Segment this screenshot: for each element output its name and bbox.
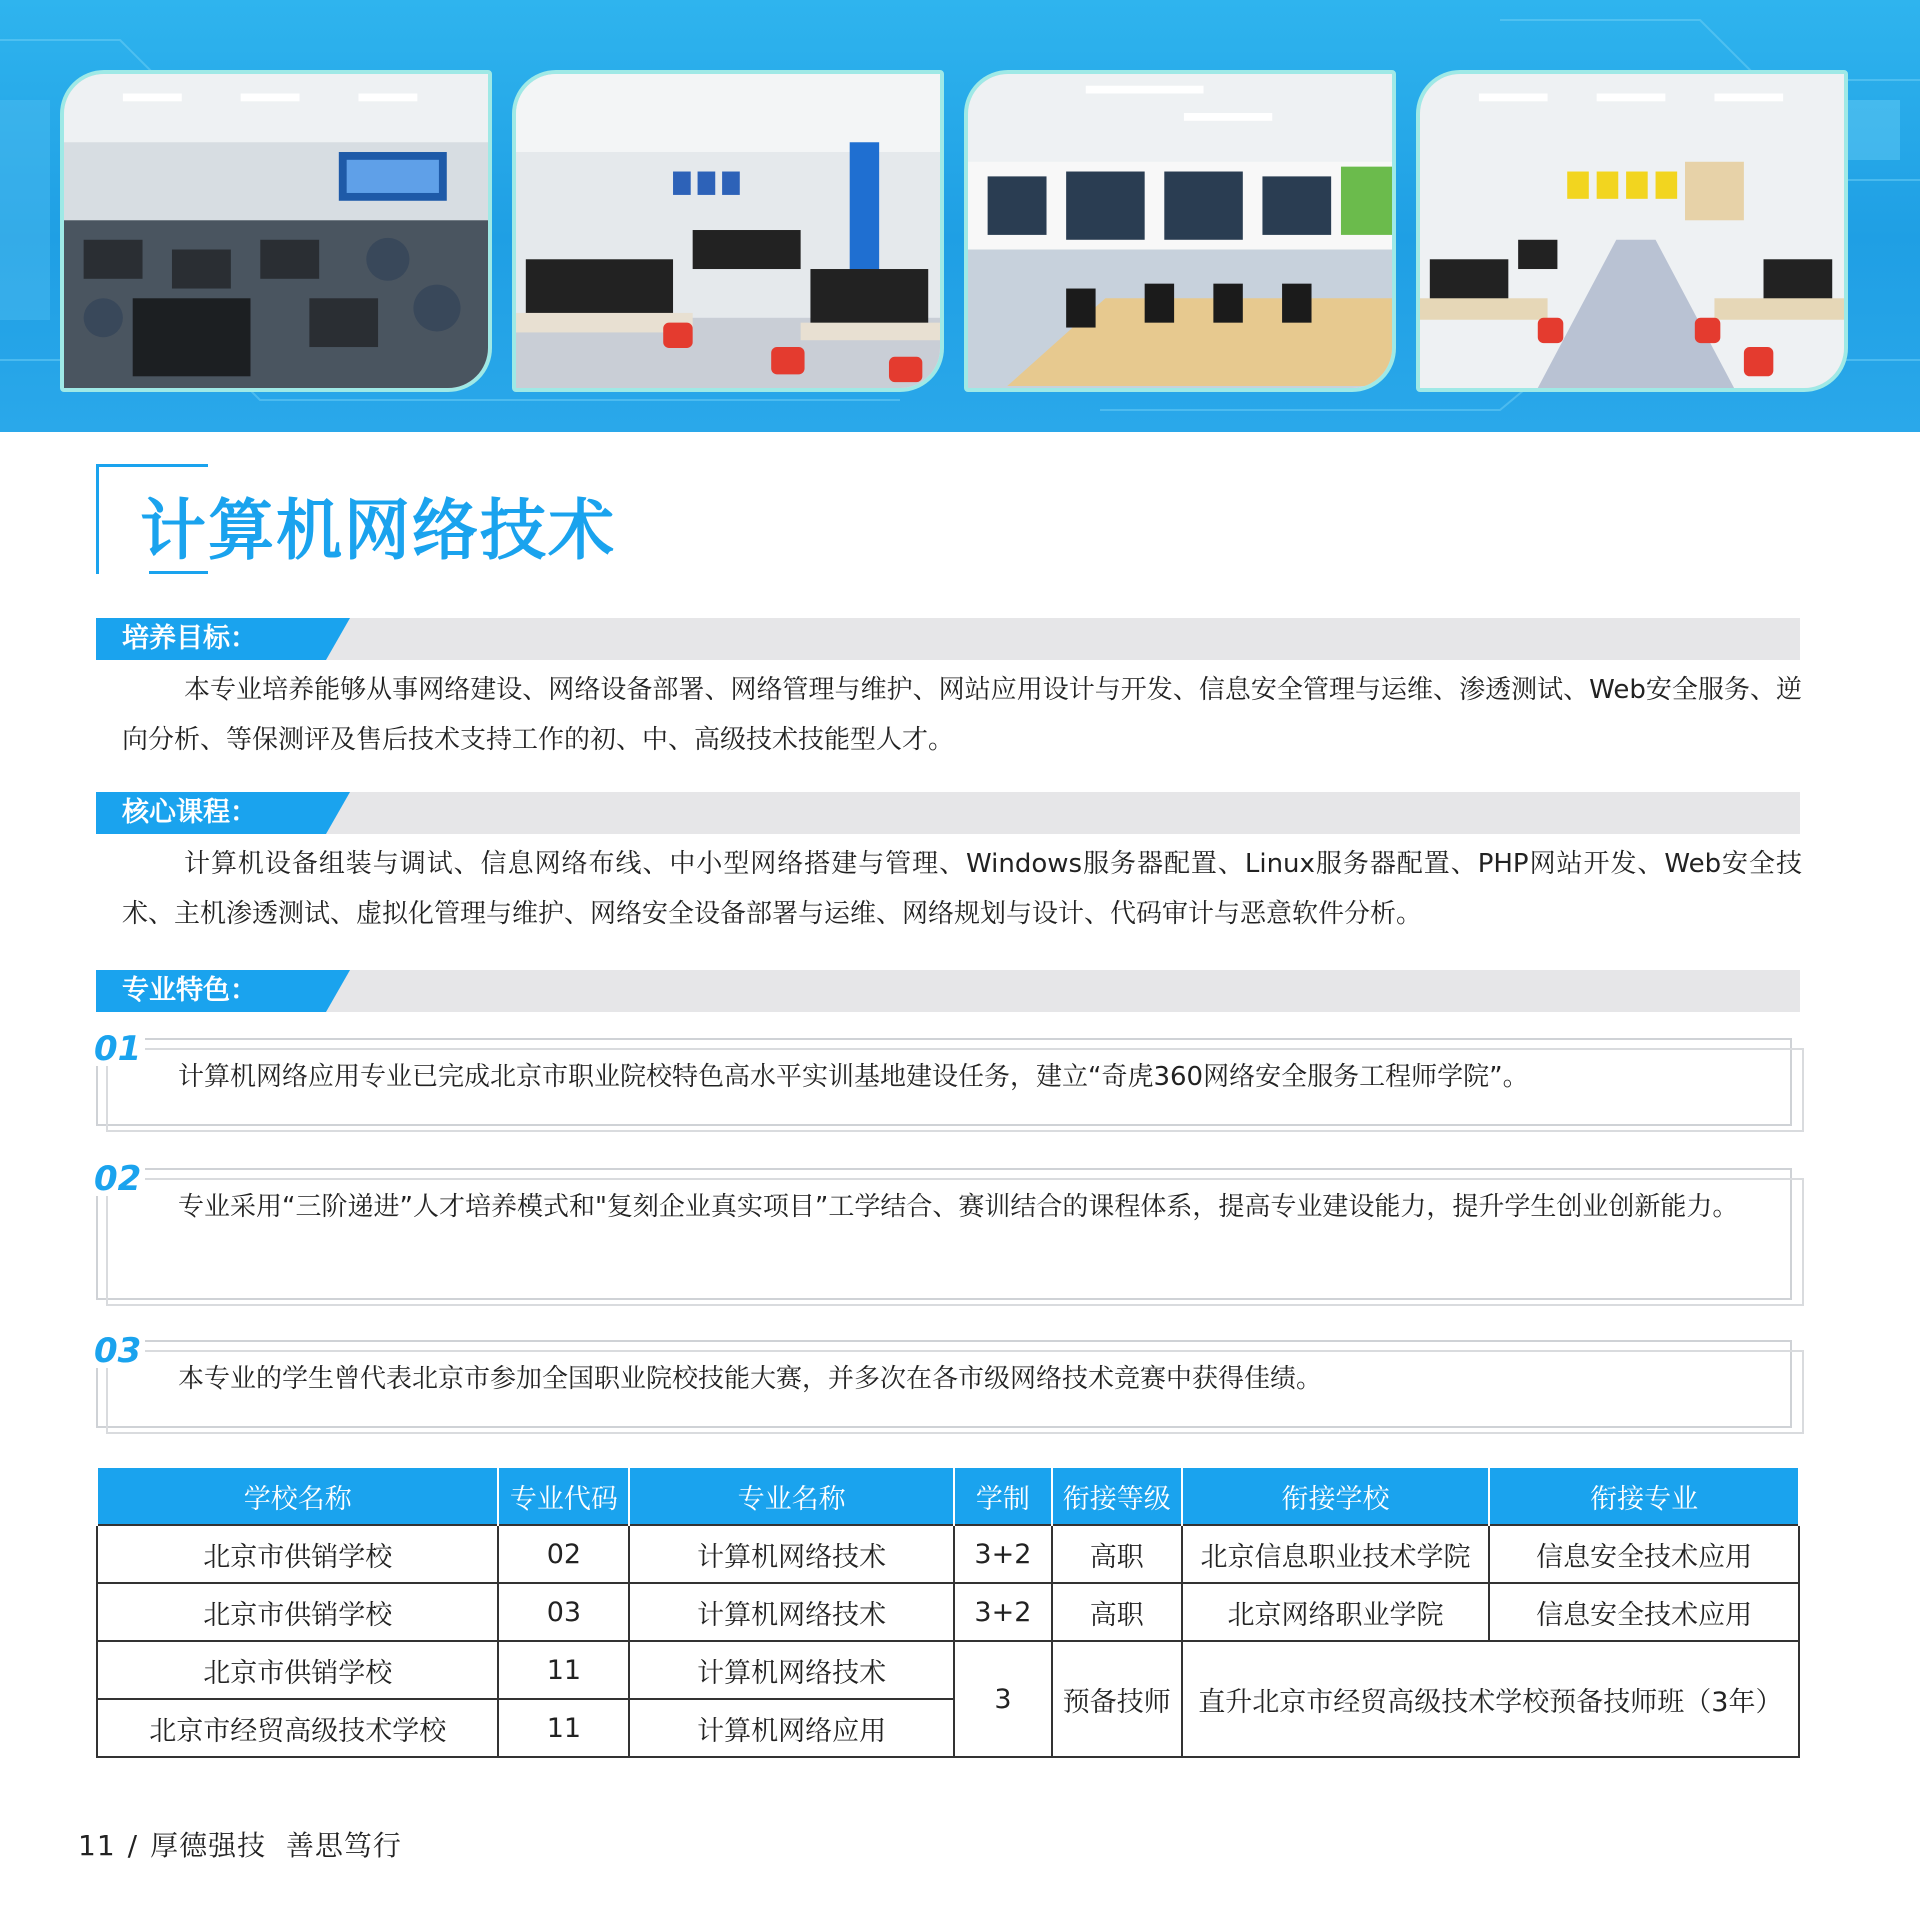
- feature-text-2: 专业采用“三阶递进”人才培养模式和"复刻企业真实项目”工学结合、赛训结合的课程体系，提高专业建设能力，提升学生创业创新能力。: [178, 1192, 1739, 1222]
- feature-box-1: [96, 1038, 1792, 1126]
- page-title: 计算机网络技术: [140, 492, 616, 569]
- feature-number-1: 01: [94, 1032, 145, 1066]
- feature-text-1: 计算机网络应用专业已完成北京市职业院校特色高水平实训基地建设任务，建立“奇虎360网络安全服务工程师学院”。: [178, 1062, 1529, 1092]
- cell-level: 高职: [1052, 1583, 1182, 1641]
- cell-code: 03: [498, 1583, 629, 1641]
- header-duration: 学制: [954, 1468, 1052, 1525]
- feature-box-2: [96, 1168, 1792, 1300]
- section-bar-core: [96, 792, 1800, 834]
- feature-number-2: 02: [94, 1162, 145, 1196]
- core-text: 计算机设备组装与调试、信息网络布线、中小型网络搭建与管理、Windows服务器配置、Linux服务器配置、PHP网站开发、Web安全技术、主机渗透测试、虚拟化管理与维护、网络安全设备部署与运维、网络规划与设计、代码审计与恶意软件分析。: [122, 849, 1802, 929]
- cell-duration-merged: 3: [954, 1641, 1052, 1757]
- cell-school: 北京市经贸高级技术学校: [97, 1699, 498, 1757]
- footer-motto: 厚德强技 善思笃行: [150, 1829, 402, 1862]
- lab-photo-2: [512, 70, 944, 392]
- cell-level-merged: 预备技师: [1052, 1641, 1182, 1757]
- cell-target-major: 信息安全技术应用: [1489, 1583, 1799, 1641]
- section-label-core: 核心课程：: [96, 792, 326, 834]
- table-header-row: [97, 1468, 1799, 1525]
- cell-target-school: 北京网络职业学院: [1182, 1583, 1490, 1641]
- cell-level: 高职: [1052, 1525, 1182, 1583]
- header-school: 学校名称: [97, 1468, 498, 1525]
- cell-target-school: 北京信息职业技术学院: [1182, 1525, 1490, 1583]
- header-target-major: 衔接专业: [1489, 1468, 1799, 1525]
- lab-photo-1: [60, 70, 492, 392]
- cell-duration: 3+2: [954, 1583, 1052, 1641]
- header-code: 专业代码: [498, 1468, 629, 1525]
- footer-separator: /: [127, 1829, 139, 1862]
- feature-text-3: 本专业的学生曾代表北京市参加全国职业院校技能大赛，并多次在各市级网络技术竞赛中获得佳绩。: [178, 1364, 1323, 1394]
- goal-text: 本专业培养能够从事网络建设、网络设备部署、网络管理与维护、网站应用设计与开发、信息安全管理与运维、渗透测试、Web安全服务、逆向分析、等保测评及售后技术支持工作的初、中、高级技术技能型人才。: [122, 675, 1802, 755]
- section-bar-goal: [96, 618, 1800, 660]
- feature-number-3: 03: [94, 1334, 145, 1368]
- cell-target-major: 信息安全技术应用: [1489, 1525, 1799, 1583]
- cell-code: 02: [498, 1525, 629, 1583]
- section-label-features: 专业特色：: [96, 970, 326, 1012]
- cell-code: 11: [498, 1699, 629, 1757]
- header-major: 专业名称: [629, 1468, 954, 1525]
- cell-school: 北京市供销学校: [97, 1525, 498, 1583]
- page-number: 11: [78, 1829, 116, 1862]
- feature-box-3: [96, 1340, 1792, 1428]
- section-bar-features: [96, 970, 1800, 1012]
- header-level: 衔接等级: [1052, 1468, 1182, 1525]
- page-footer: [78, 1824, 402, 1864]
- cell-major: 计算机网络技术: [629, 1583, 954, 1641]
- program-table: [96, 1468, 1800, 1758]
- section-label-goal: 培养目标：: [96, 618, 326, 660]
- cell-school: 北京市供销学校: [97, 1583, 498, 1641]
- table-row: [97, 1525, 1799, 1583]
- cell-major: 计算机网络技术: [629, 1525, 954, 1583]
- cell-major: 计算机网络技术: [629, 1641, 954, 1699]
- header-target-school: 衔接学校: [1182, 1468, 1490, 1525]
- lab-photo-4: [1416, 70, 1848, 392]
- cell-major: 计算机网络应用: [629, 1699, 954, 1757]
- lab-photo-3: [964, 70, 1396, 392]
- cell-school: 北京市供销学校: [97, 1641, 498, 1699]
- table-row: [97, 1583, 1799, 1641]
- cell-code: 11: [498, 1641, 629, 1699]
- table-row: [97, 1641, 1799, 1699]
- cell-target-merged: 直升北京市经贸高级技术学校预备技师班（3年）: [1182, 1641, 1799, 1757]
- cell-duration: 3+2: [954, 1525, 1052, 1583]
- top-banner: [0, 0, 1920, 432]
